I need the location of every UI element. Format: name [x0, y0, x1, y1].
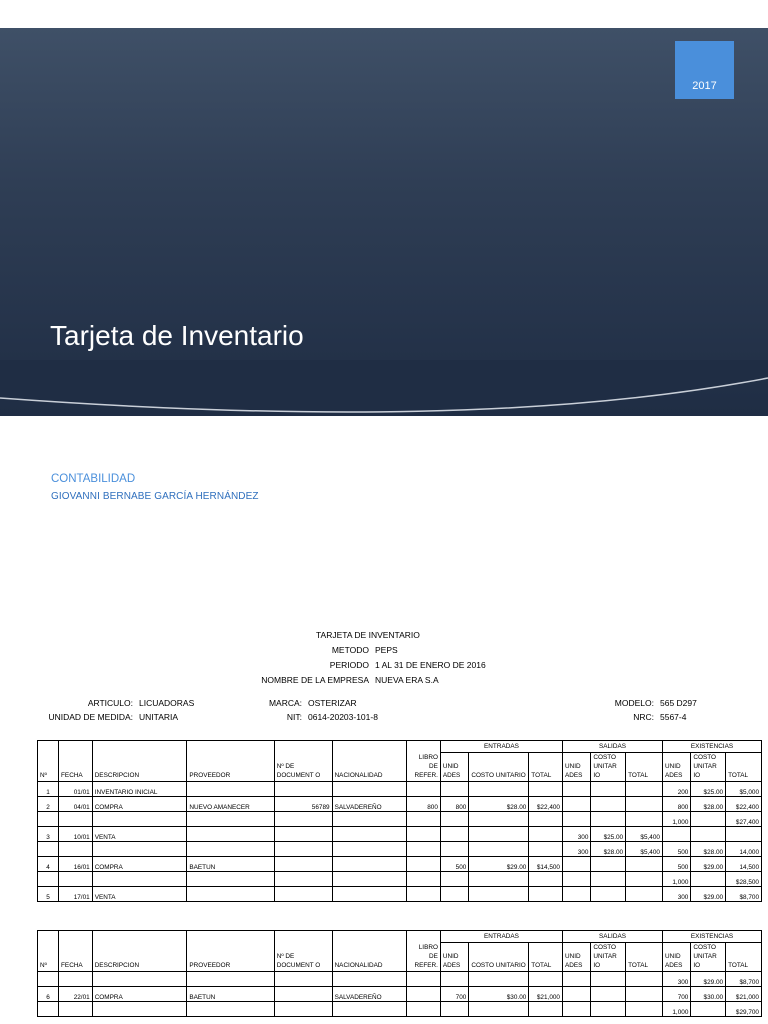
table-cell	[92, 1002, 187, 1017]
nit-line	[240, 712, 378, 722]
table-cell	[38, 872, 59, 887]
table-cell: INVENTARIO INICIAL	[92, 782, 187, 797]
table-cell	[626, 972, 663, 987]
table-cell	[626, 857, 663, 872]
subject-text: CONTABILIDAD	[51, 473, 136, 485]
table-cell: $27,400	[726, 812, 762, 827]
table-cell	[440, 872, 468, 887]
table-cell	[407, 887, 441, 902]
table-cell	[332, 972, 407, 987]
existencias-unidades-header: UNID ADES	[662, 943, 690, 972]
col-proveedor-header: PROVEEDOR	[187, 931, 274, 972]
table-cell	[591, 857, 626, 872]
table-cell	[274, 857, 332, 872]
articulo-label: ARTICULO:	[87, 698, 133, 708]
table-cell: 04/01	[59, 797, 93, 812]
marca-label: MARCA:	[268, 698, 302, 708]
table-cell: 1,000	[662, 872, 690, 887]
cover-banner	[0, 28, 768, 416]
entradas-costo-header: COSTO UNITARIO	[469, 753, 529, 782]
table-cell: $28.00	[691, 842, 726, 857]
table-cell: $28.00	[591, 842, 626, 857]
table-cell	[440, 972, 468, 987]
empresa-label: NOMBRE DE LA EMPRESA	[261, 675, 369, 685]
salidas-header: SALIDAS	[562, 931, 662, 943]
table-cell: $21,000	[529, 987, 563, 1002]
metodo-value: PEPS	[375, 645, 398, 655]
table-row	[38, 812, 762, 827]
table-cell	[59, 812, 93, 827]
table-cell	[59, 972, 93, 987]
table-cell	[187, 1002, 274, 1017]
table-cell	[407, 987, 441, 1002]
table-cell: 700	[662, 987, 690, 1002]
table-cell	[332, 1002, 407, 1017]
table-cell	[440, 842, 468, 857]
author-name: GIOVANNI BERNABE GARCÍA HERNÁNDEZ	[51, 491, 259, 502]
table-cell: $29.00	[691, 972, 726, 987]
table-cell	[407, 1002, 441, 1017]
table-cell	[92, 872, 187, 887]
table-cell	[332, 827, 407, 842]
table-cell	[407, 812, 441, 827]
unidad-label: UNIDAD DE MEDIDA:	[48, 712, 133, 722]
table-cell: 6	[38, 987, 59, 1002]
entradas-total-header: TOTAL	[529, 943, 563, 972]
table-cell: $21,000	[726, 987, 762, 1002]
entradas-total-header: TOTAL	[529, 753, 563, 782]
table-row	[38, 842, 762, 857]
table-cell	[626, 987, 663, 1002]
table-cell	[562, 797, 590, 812]
table-cell	[469, 872, 529, 887]
col-descripcion-header: DESCRIPCION	[92, 741, 187, 782]
table-cell	[562, 972, 590, 987]
table-cell	[726, 827, 762, 842]
table-cell	[529, 827, 563, 842]
table-cell	[591, 1002, 626, 1017]
table-row	[38, 827, 762, 842]
table-cell	[187, 972, 274, 987]
table-cell: COMPRA	[92, 857, 187, 872]
salidas-costo-header: COSTO UNITAR IO	[591, 753, 626, 782]
year-badge	[675, 41, 734, 99]
table-cell: $25.00	[591, 827, 626, 842]
inventory-table-2	[37, 930, 762, 1017]
existencias-costo-header: COSTO UNITAR IO	[691, 753, 726, 782]
page-title: Tarjeta de Inventario	[50, 320, 304, 351]
table-cell: SALVADEREÑO	[332, 987, 407, 1002]
table-cell	[562, 812, 590, 827]
table-cell	[187, 887, 274, 902]
table-cell: $28.00	[469, 797, 529, 812]
table-cell: $29.00	[469, 857, 529, 872]
table-cell: 800	[407, 797, 441, 812]
table-cell	[274, 1002, 332, 1017]
col-libro-header: LIBRO DE REFER.	[407, 931, 441, 972]
table-cell	[529, 842, 563, 857]
marca-value: OSTERIZAR	[308, 698, 357, 708]
table-cell: 500	[662, 842, 690, 857]
table-cell: 300	[562, 842, 590, 857]
table-cell	[626, 797, 663, 812]
table-cell: NUEVO AMANECER	[187, 797, 274, 812]
table-cell	[591, 812, 626, 827]
table-cell: $25.00	[691, 782, 726, 797]
salidas-unidades-header: UNID ADES	[562, 753, 590, 782]
table-cell: COMPRA	[92, 987, 187, 1002]
salidas-total-header: TOTAL	[626, 943, 663, 972]
table-cell	[407, 782, 441, 797]
existencias-costo-header: COSTO UNITAR IO	[691, 943, 726, 972]
table-cell	[187, 782, 274, 797]
table-cell: $5,000	[726, 782, 762, 797]
table-cell	[469, 887, 529, 902]
existencias-total-header: TOTAL	[726, 753, 762, 782]
table-cell: 800	[662, 797, 690, 812]
table-cell: BAETUN	[187, 857, 274, 872]
table-cell	[440, 1002, 468, 1017]
table-cell: SALVADEREÑO	[332, 797, 407, 812]
table-row	[38, 872, 762, 887]
table-cell	[274, 887, 332, 902]
articulo-line	[40, 698, 194, 708]
table-cell	[59, 842, 93, 857]
col-documento-header: Nº DE DOCUMENT O	[274, 741, 332, 782]
table-cell	[38, 812, 59, 827]
table-cell	[591, 797, 626, 812]
table-cell	[92, 842, 187, 857]
nrc-line	[590, 712, 686, 722]
table-cell	[332, 812, 407, 827]
group-header-row	[38, 931, 762, 943]
table-cell	[92, 812, 187, 827]
entradas-costo-header: COSTO UNITARIO	[469, 943, 529, 972]
table-cell	[332, 842, 407, 857]
table-cell	[440, 782, 468, 797]
table-cell	[332, 872, 407, 887]
table-cell	[691, 1002, 726, 1017]
table-cell	[469, 782, 529, 797]
periodo-value: 1 AL 31 DE ENERO DE 2016	[375, 660, 486, 670]
table-cell: $28,500	[726, 872, 762, 887]
entradas-unidades-header: UNID ADES	[440, 753, 468, 782]
table-cell	[332, 857, 407, 872]
table-row	[38, 1002, 762, 1017]
table-cell	[274, 782, 332, 797]
table-cell: 200	[662, 782, 690, 797]
table-cell	[626, 887, 663, 902]
existencias-header: EXISTENCIAS	[662, 931, 761, 943]
table-row	[38, 887, 762, 902]
table-cell	[469, 972, 529, 987]
table-cell	[407, 872, 441, 887]
table-cell	[691, 872, 726, 887]
table-cell	[591, 972, 626, 987]
table-cell: 22/01	[59, 987, 93, 1002]
articulo-value: LICUADORAS	[139, 698, 195, 708]
table-cell	[187, 842, 274, 857]
existencias-header: EXISTENCIAS	[662, 741, 761, 753]
table-cell: 17/01	[59, 887, 93, 902]
table-cell: $5,400	[626, 827, 663, 842]
table-cell	[562, 782, 590, 797]
table-cell	[691, 827, 726, 842]
col-nacionalidad-header: NACIONALIDAD	[332, 931, 407, 972]
table-cell	[332, 782, 407, 797]
table-cell	[274, 987, 332, 1002]
salidas-unidades-header: UNID ADES	[562, 943, 590, 972]
table-cell: 1	[38, 782, 59, 797]
table-cell: 300	[662, 887, 690, 902]
table-cell	[92, 972, 187, 987]
table-cell: 14,500	[726, 857, 762, 872]
periodo-line	[230, 660, 486, 670]
modelo-label: MODELO:	[614, 698, 654, 708]
col-fecha-header: FECHA	[59, 931, 93, 972]
table-cell	[407, 857, 441, 872]
table-cell: VENTA	[92, 887, 187, 902]
table-cell: COMPRA	[92, 797, 187, 812]
table-cell: $30.00	[469, 987, 529, 1002]
table-cell: 5	[38, 887, 59, 902]
table-cell	[626, 1002, 663, 1017]
table-cell: VENTA	[92, 827, 187, 842]
table-cell: $8,700	[726, 887, 762, 902]
table-cell	[407, 827, 441, 842]
entradas-header: ENTRADAS	[440, 741, 562, 753]
table-cell: $29.00	[691, 857, 726, 872]
marca-line	[240, 698, 357, 708]
table-cell	[187, 827, 274, 842]
table-cell	[469, 827, 529, 842]
banner-curve	[0, 360, 768, 430]
table-row	[38, 797, 762, 812]
table-cell	[274, 872, 332, 887]
table-cell	[274, 812, 332, 827]
table-cell	[187, 812, 274, 827]
modelo-value: 565 D297	[660, 698, 697, 708]
table-cell	[562, 987, 590, 1002]
metodo-label: METODO	[331, 645, 369, 655]
table-cell	[562, 1002, 590, 1017]
nrc-value: 5567-4	[660, 712, 687, 722]
table-cell	[562, 887, 590, 902]
table-cell: $28.00	[691, 797, 726, 812]
table-cell	[529, 872, 563, 887]
table-cell: $29.00	[691, 887, 726, 902]
table-cell	[407, 842, 441, 857]
table-cell	[626, 872, 663, 887]
table-cell	[591, 987, 626, 1002]
table-cell	[440, 887, 468, 902]
table-cell: 4	[38, 857, 59, 872]
empresa-line	[230, 675, 439, 685]
col-n-header: Nº	[38, 931, 59, 972]
table-cell	[529, 1002, 563, 1017]
group-header-row	[38, 741, 762, 753]
table-cell	[626, 782, 663, 797]
table-cell: 500	[440, 857, 468, 872]
table-cell: 14,000	[726, 842, 762, 857]
table-cell	[274, 972, 332, 987]
nit-label: NIT:	[286, 712, 302, 722]
modelo-line	[590, 698, 697, 708]
table-row	[38, 782, 762, 797]
table-cell: $22,400	[529, 797, 563, 812]
table-cell: 3	[38, 827, 59, 842]
table-cell: 01/01	[59, 782, 93, 797]
table-cell	[38, 972, 59, 987]
table-cell	[562, 857, 590, 872]
table-cell: 2	[38, 797, 59, 812]
table-cell: 1,000	[662, 1002, 690, 1017]
nrc-label: NRC:	[633, 712, 654, 722]
table-cell	[440, 827, 468, 842]
entradas-unidades-header: UNID ADES	[440, 943, 468, 972]
col-documento-header: Nº DE DOCUMENT O	[274, 931, 332, 972]
table-cell: 16/01	[59, 857, 93, 872]
table-cell: 300	[662, 972, 690, 987]
existencias-total-header: TOTAL	[726, 943, 762, 972]
table-cell	[529, 972, 563, 987]
table-cell	[274, 827, 332, 842]
table-cell: 56789	[274, 797, 332, 812]
table-cell	[38, 842, 59, 857]
table-cell	[407, 972, 441, 987]
table-cell: 300	[562, 827, 590, 842]
salidas-costo-header: COSTO UNITAR IO	[591, 943, 626, 972]
table-cell: $5,400	[626, 842, 663, 857]
table-cell	[591, 782, 626, 797]
table-cell	[691, 812, 726, 827]
table-cell	[662, 827, 690, 842]
table-cell: $8,700	[726, 972, 762, 987]
year-text: 2017	[692, 80, 717, 92]
table-cell: $14,500	[529, 857, 563, 872]
table-cell	[469, 1002, 529, 1017]
table-cell: $29,700	[726, 1002, 762, 1017]
col-libro-header: LIBRO DE REFER.	[407, 741, 441, 782]
card-heading: TARJETA DE INVENTARIO	[316, 630, 420, 640]
unidad-value: UNITARIA	[139, 712, 179, 722]
table-cell	[59, 1002, 93, 1017]
empresa-value: NUEVA ERA S.A	[375, 675, 439, 685]
table-cell	[529, 782, 563, 797]
inventory-table-1	[37, 740, 762, 902]
table-cell	[440, 812, 468, 827]
table-cell	[529, 812, 563, 827]
table-cell	[38, 1002, 59, 1017]
table-cell	[529, 887, 563, 902]
table-cell	[591, 872, 626, 887]
metodo-line	[230, 645, 398, 655]
col-nacionalidad-header: NACIONALIDAD	[332, 741, 407, 782]
salidas-total-header: TOTAL	[626, 753, 663, 782]
table-cell	[626, 812, 663, 827]
table-row	[38, 987, 762, 1002]
table-row	[38, 857, 762, 872]
table-cell	[562, 872, 590, 887]
table-cell	[469, 812, 529, 827]
entradas-header: ENTRADAS	[440, 931, 562, 943]
unidad-line	[40, 712, 178, 722]
table-cell: BAETUN	[187, 987, 274, 1002]
nit-value: 0614-20203-101-8	[308, 712, 378, 722]
table-cell: 10/01	[59, 827, 93, 842]
table-cell	[332, 887, 407, 902]
table-row	[38, 972, 762, 987]
col-fecha-header: FECHA	[59, 741, 93, 782]
col-descripcion-header: DESCRIPCION	[92, 931, 187, 972]
table-cell: $22,400	[726, 797, 762, 812]
table-cell	[591, 887, 626, 902]
existencias-unidades-header: UNID ADES	[662, 753, 690, 782]
table-cell: 1,000	[662, 812, 690, 827]
table-cell: 500	[662, 857, 690, 872]
table-cell: 700	[440, 987, 468, 1002]
table-cell	[469, 842, 529, 857]
table-cell	[274, 842, 332, 857]
salidas-header: SALIDAS	[562, 741, 662, 753]
table-cell: 800	[440, 797, 468, 812]
col-proveedor-header: PROVEEDOR	[187, 741, 274, 782]
table-cell: $30.00	[691, 987, 726, 1002]
table-cell	[59, 872, 93, 887]
col-n-header: Nº	[38, 741, 59, 782]
periodo-label: PERIODO	[329, 660, 369, 670]
table-cell	[187, 872, 274, 887]
